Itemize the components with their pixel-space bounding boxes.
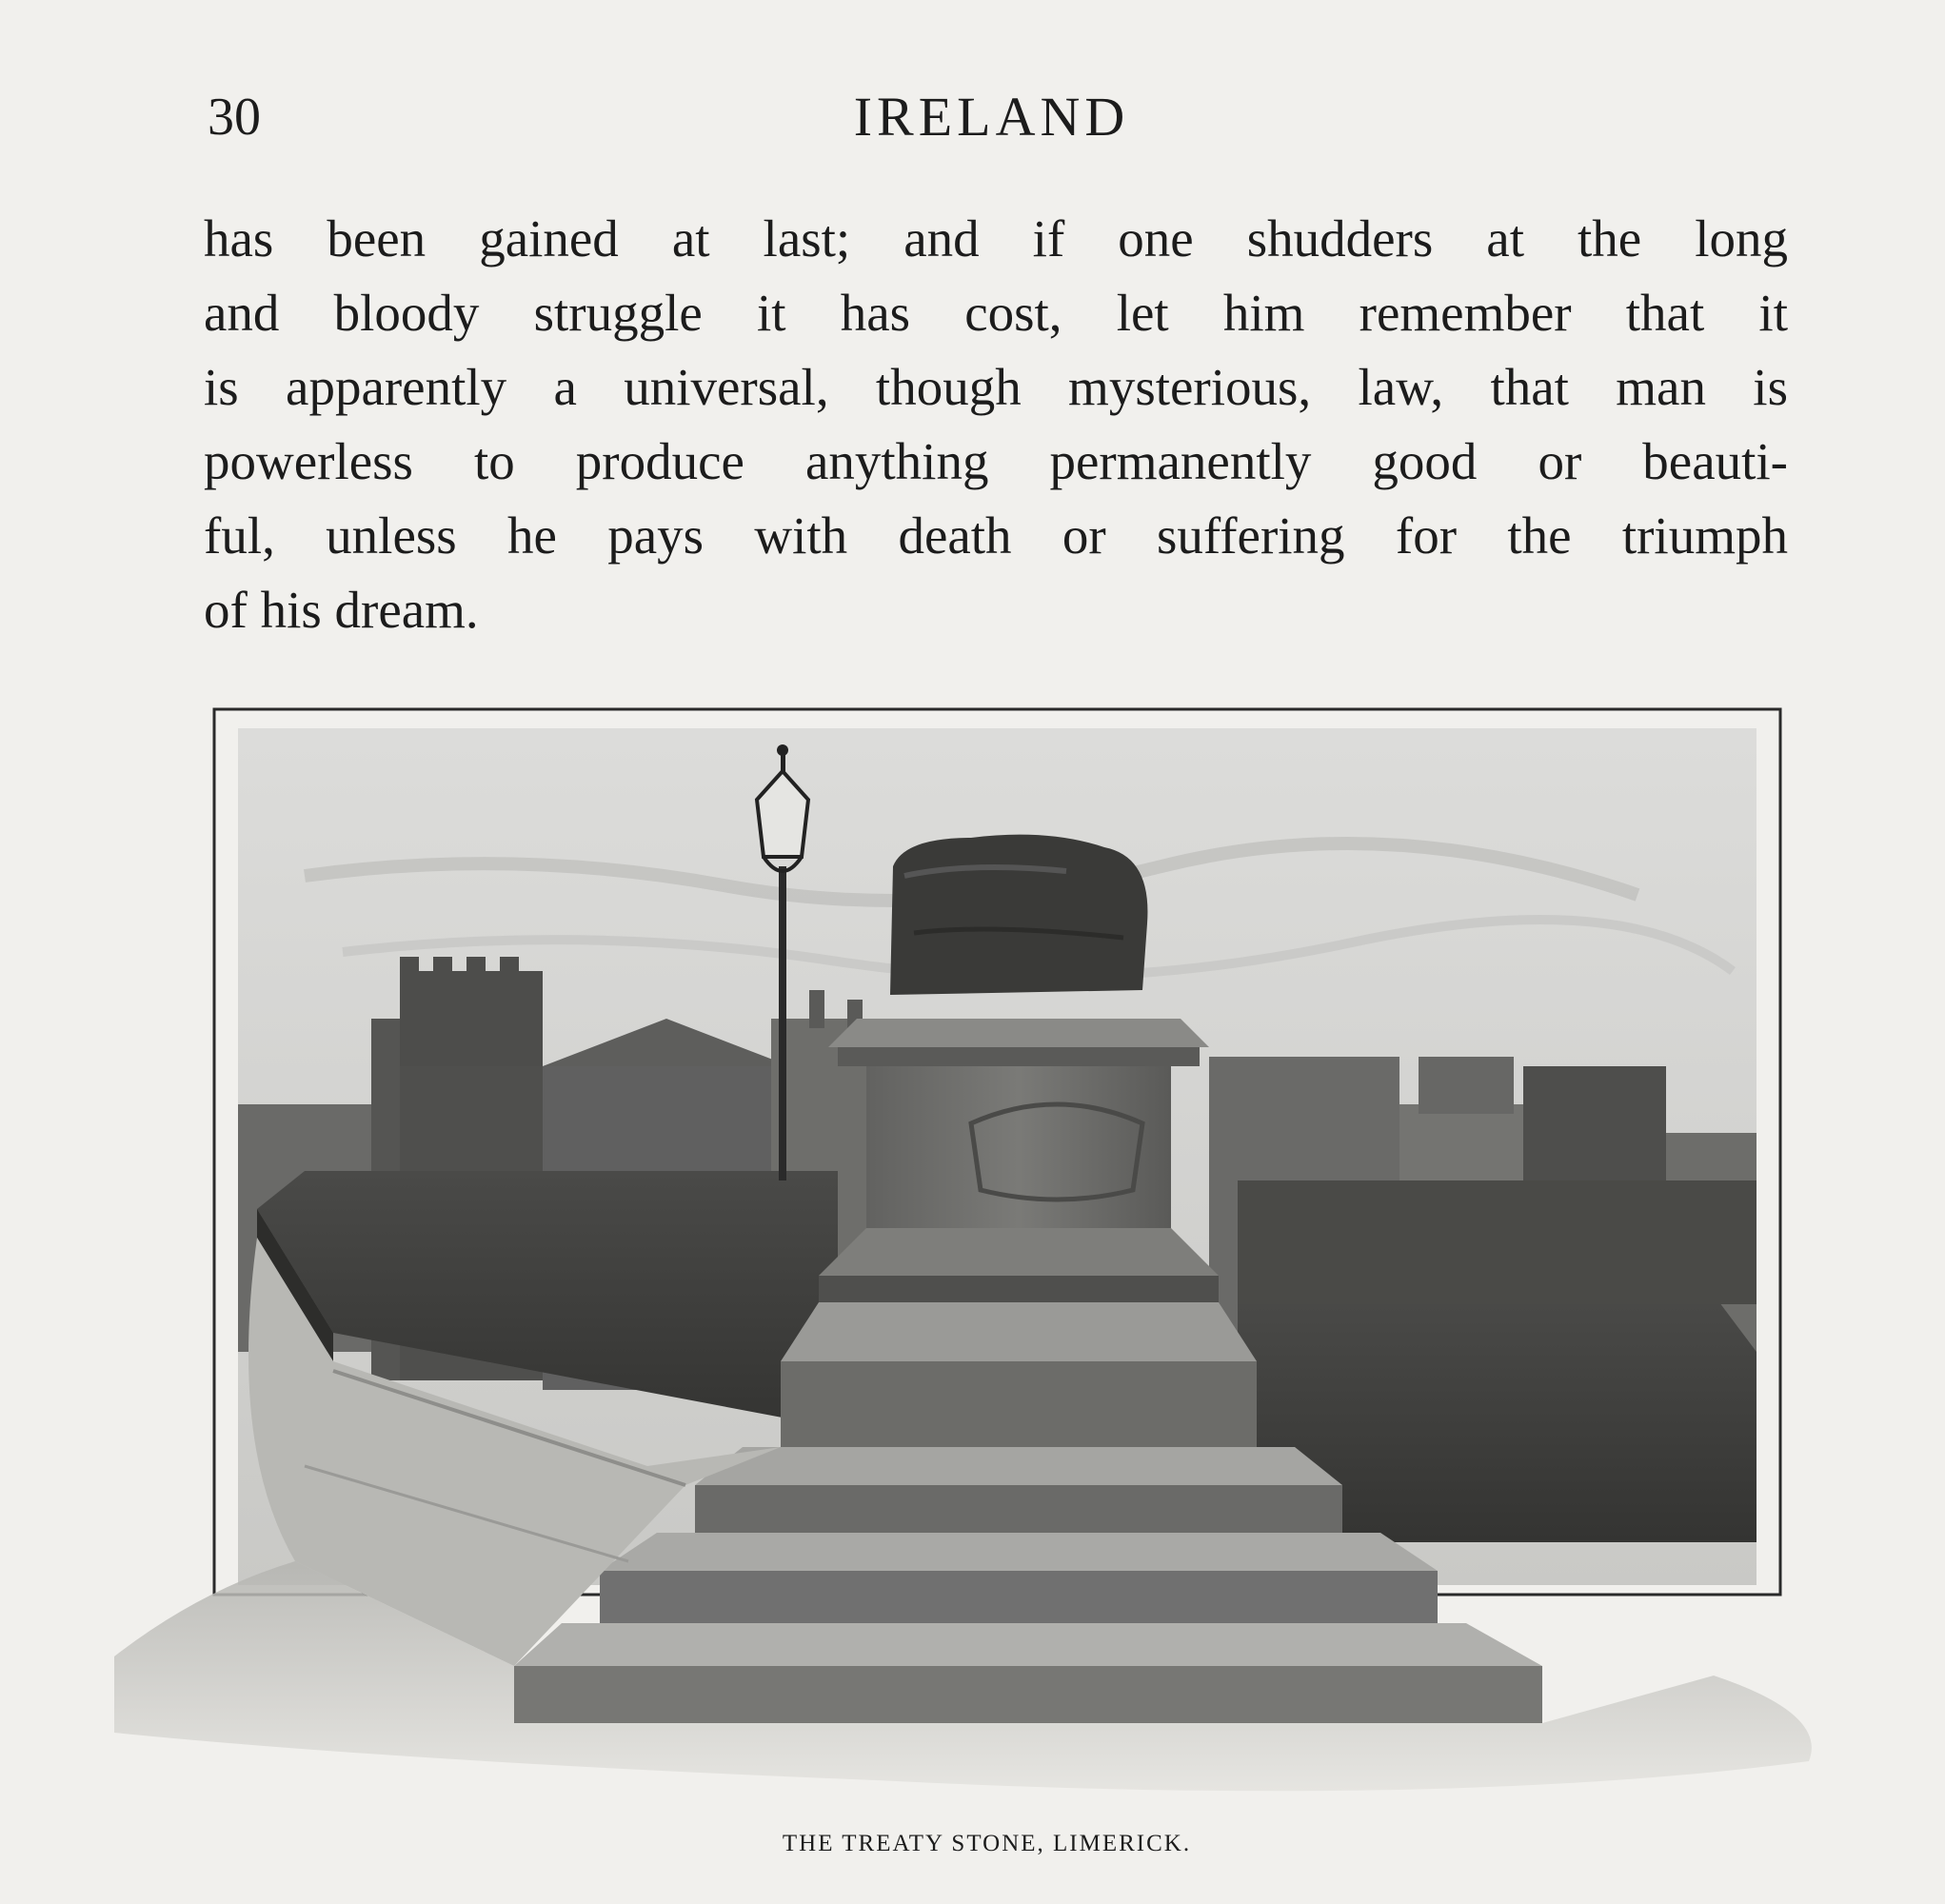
text-line: powerless to produce anything permanently good or beauti- <box>204 432 1788 490</box>
body-paragraph <box>204 202 1788 647</box>
text-line: is apparently a universal, though mysterious, law, that man is <box>204 358 1788 416</box>
text-line: of his dream. <box>204 581 479 639</box>
page-number: 30 <box>208 88 261 147</box>
text-line: and bloody struggle it has cost, let him remember that it <box>204 284 1788 342</box>
text-line: has been gained at last; and if one shudders at the long <box>204 209 1788 268</box>
running-head: IRELAND <box>853 86 1130 148</box>
text-line: ful, unless he pays with death or suffering for the triumph <box>204 506 1788 565</box>
treaty-stone-illustration <box>114 704 1904 1809</box>
figure-caption: THE TREATY STONE, LIMERICK. <box>782 1831 1192 1856</box>
